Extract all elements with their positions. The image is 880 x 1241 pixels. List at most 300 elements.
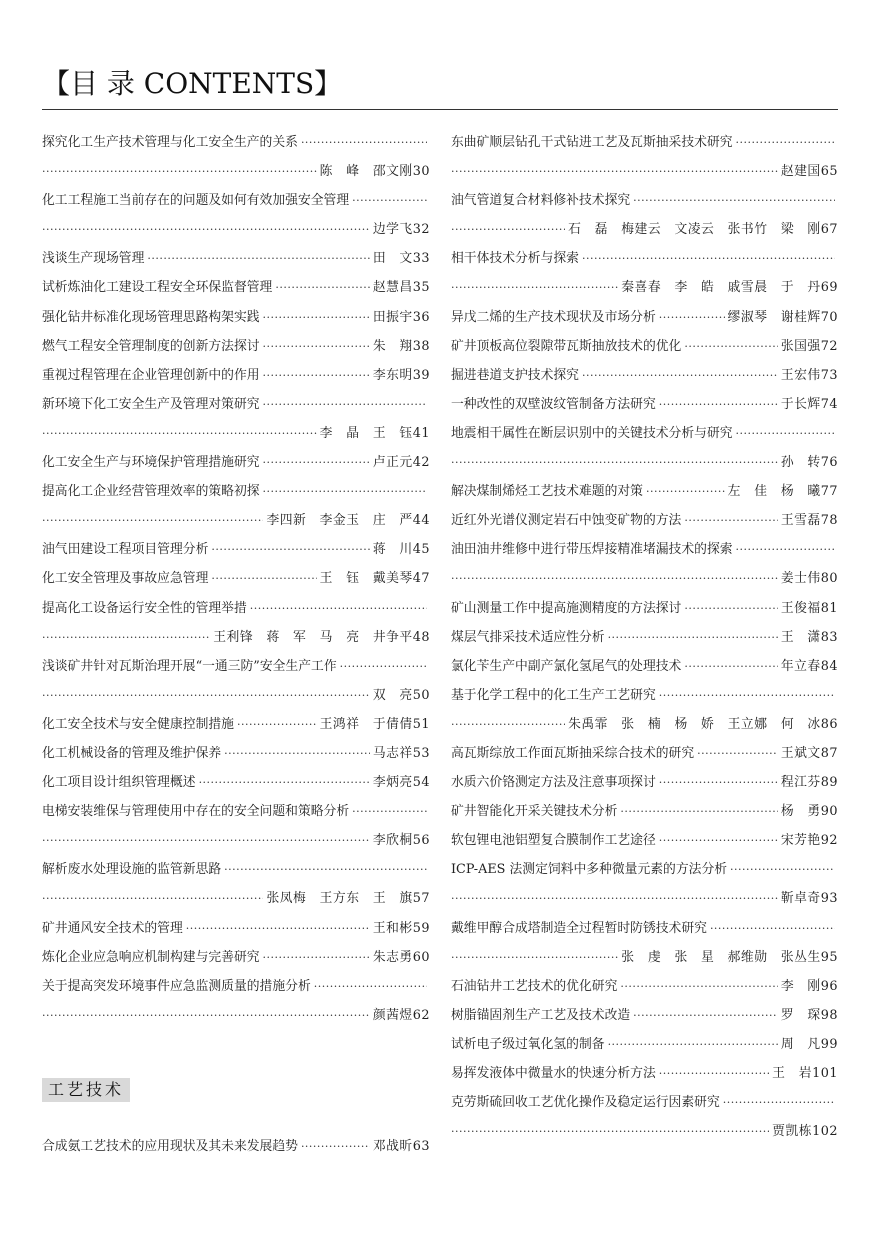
toc-entry[interactable]: [42, 535, 430, 564]
toc-entry-line: [451, 303, 838, 332]
toc-entry-page: 32: [412, 222, 430, 238]
toc-entry-page: 39: [412, 367, 430, 383]
toc-entry-author: 罗 琛: [780, 1007, 821, 1023]
toc-entry[interactable]: [451, 855, 838, 913]
toc-entry-line: [451, 710, 838, 739]
toc-entry-page: 38: [412, 338, 430, 354]
toc-entry-line: [42, 419, 430, 448]
dot-leader: [608, 1030, 778, 1059]
toc-entry[interactable]: [451, 739, 838, 768]
toc-entry-title: 新环境下化工安全生产及管理对策研究: [42, 396, 260, 412]
toc-entry-line: [451, 564, 838, 593]
toc-entry-line: [42, 564, 430, 593]
toc-entry-author: 田 文: [372, 251, 413, 267]
toc-entry-title: 探究化工生产技术管理与化工安全生产的关系: [42, 135, 298, 150]
toc-entry-line: [451, 972, 838, 1001]
toc-entry[interactable]: [42, 594, 430, 652]
toc-entry-line: [451, 594, 838, 623]
dot-leader: [684, 594, 777, 623]
toc-entry-page: 50: [412, 687, 430, 703]
toc-entry-line: [451, 186, 838, 215]
dot-leader: [736, 419, 835, 448]
toc-entry-line: [42, 884, 430, 913]
dot-leader: [42, 157, 317, 186]
toc-entry-title: 关于提高突发环境事件应急监测质量的措施分析: [42, 978, 311, 994]
toc-entry-author: 王 潇: [780, 629, 821, 645]
toc-entry[interactable]: [42, 797, 430, 855]
toc-entry-author: 宋芳艳: [780, 833, 821, 849]
toc-entry-page: 48: [412, 629, 430, 645]
toc-entry-author: 王雪磊: [780, 513, 821, 529]
toc-entry-line: [451, 332, 838, 361]
toc-entry-title: 石油钻井工艺技术的优化研究: [451, 978, 618, 994]
toc-entry-author: 田振宇: [372, 309, 413, 325]
toc-entry-title: 燃气工程安全管理制度的创新方法探讨: [42, 338, 260, 354]
toc-entry-author: 王俊福: [780, 600, 821, 616]
toc-entry-author: 王鸿祥 于倩倩: [319, 716, 413, 732]
toc-entry-title: 东曲矿顺层钻孔干式钻进工艺及瓦斯抽采技术研究: [451, 135, 733, 150]
dot-leader: [730, 855, 835, 884]
toc-entry[interactable]: [42, 390, 430, 448]
toc-entry[interactable]: [42, 943, 430, 972]
toc-entry-line: [42, 303, 430, 332]
toc-entry-page: 73: [820, 367, 838, 383]
toc-entry-author: 秦喜春 李 皓 戚雪晨 于 丹: [621, 280, 821, 296]
dot-leader: [710, 914, 835, 943]
toc-entry-page: 80: [820, 571, 838, 587]
toc-entry[interactable]: [42, 361, 430, 390]
toc-entry-page: 53: [412, 745, 430, 761]
toc-entry-page: 89: [820, 775, 838, 791]
toc-entry-page: 57: [412, 891, 430, 907]
toc-entry-line: [42, 448, 430, 477]
toc-entry-line: [451, 1001, 838, 1030]
toc-entry-title: 试析电子级过氧化氢的制备: [451, 1036, 605, 1052]
toc-entry-author: 贾凯栋: [772, 1124, 813, 1140]
toc-entry[interactable]: [42, 244, 430, 273]
toc-entry-line: [451, 244, 838, 273]
toc-entry-line: [42, 332, 430, 361]
toc-entry-title: 地震相干属性在断层识别中的关键技术分析与研究: [451, 425, 733, 441]
toc-entry-author: 李 晶 王 钰: [319, 425, 413, 441]
toc-entry-title: 化工安全管理及事故应急管理: [42, 571, 209, 587]
toc-entry[interactable]: [42, 972, 430, 1030]
toc-entry-line: [451, 419, 838, 448]
toc-entry-author: 靳卓奇: [780, 891, 821, 907]
toc-entry[interactable]: [451, 1059, 838, 1088]
toc-entry-line: [42, 273, 430, 302]
toc-entry-title: 矿井顶板高位裂隙带瓦斯抽放技术的优化: [451, 338, 682, 354]
toc-entry-line: [42, 390, 430, 419]
toc-entry[interactable]: [451, 681, 838, 739]
dot-leader: [42, 419, 317, 448]
dot-leader: [659, 768, 778, 797]
toc-entry-title: 煤层气排采技术适应性分析: [451, 629, 605, 645]
dot-leader: [263, 390, 427, 419]
toc-entry-title: 强化钻井标准化现场管理思路构架实践: [42, 309, 260, 325]
toc-entry-author: 陈 峰 邵文刚: [319, 164, 413, 180]
toc-entry-page: 74: [820, 396, 838, 412]
toc-entry-line: [42, 361, 430, 390]
toc-entry[interactable]: [451, 972, 838, 1001]
toc-entry-title: 易挥发液体中微量水的快速分析方法: [451, 1066, 656, 1081]
toc-entry[interactable]: [451, 128, 838, 186]
dot-leader: [723, 1088, 835, 1117]
toc-entry[interactable]: [42, 332, 430, 361]
toc-entry-title: 掘进巷道支护技术探究: [451, 367, 579, 383]
toc-entry-author: 姜士伟: [780, 571, 821, 587]
toc-entry-author: 于长辉: [780, 396, 821, 412]
toc-entry-line: [451, 128, 838, 157]
toc-entry-page: 70: [820, 309, 838, 325]
toc-entry-page: 65: [820, 164, 838, 180]
toc-entry-page: 93: [820, 891, 838, 907]
toc-entry-author: 邓战昕: [372, 1139, 413, 1154]
toc-entry[interactable]: [42, 710, 430, 739]
toc-entry[interactable]: [42, 914, 430, 943]
toc-entry-page: 99: [820, 1036, 838, 1052]
toc-entry-author: 缪淑琴 谢桂辉: [727, 309, 821, 325]
toc-entry[interactable]: [42, 855, 430, 913]
dot-leader: [263, 477, 427, 506]
dot-leader: [659, 826, 778, 855]
toc-entry-page: 77: [820, 484, 838, 500]
dot-leader: [451, 215, 565, 244]
toc-entry-title: 水质六价铬测定方法及注意事项探讨: [451, 775, 656, 791]
toc-entry-author: 程江芬: [780, 775, 821, 791]
toc-entry-page: 36: [412, 309, 430, 325]
toc-entry-title: 化工机械设备的管理及维护保养: [42, 745, 222, 761]
dot-leader: [736, 128, 835, 157]
toc-entry-title: 基于化学工程中的化工生产工艺研究: [451, 687, 656, 703]
toc-entry-page: 67: [820, 222, 838, 238]
toc-entry-line: [451, 1059, 838, 1088]
toc-entry-page: 92: [820, 833, 838, 849]
toc-entry-page: 72: [820, 338, 838, 354]
toc-entry[interactable]: [451, 361, 838, 390]
toc-entry-title: 异戊二烯的生产技术现状及市场分析: [451, 309, 656, 325]
dot-leader: [42, 623, 210, 652]
toc-entry-author: 双 亮: [372, 687, 413, 703]
dot-leader: [263, 448, 370, 477]
toc-entry-line: [42, 594, 430, 623]
toc-entry-title: 化工工程施工当前存在的问题及如何有效加强安全管理: [42, 193, 350, 209]
toc-entry-page: 45: [412, 542, 430, 558]
toc-entry[interactable]: [42, 1132, 430, 1161]
toc-entry-title: 矿井通风安全技术的管理: [42, 920, 183, 936]
dot-leader: [608, 623, 778, 652]
toc-entry-author: 卢正元: [372, 455, 413, 471]
toc-entry-line: [42, 739, 430, 768]
toc-entry-author: 王利锋 蒋 军 马 亮 井争平: [213, 629, 413, 645]
dot-leader: [340, 652, 427, 681]
toc-entry-page: 84: [820, 658, 838, 674]
dot-leader: [451, 710, 565, 739]
dot-leader: [352, 186, 427, 215]
dot-leader: [659, 1059, 769, 1088]
toc-entry-page: 63: [412, 1139, 430, 1154]
toc-entry-line: [42, 652, 430, 681]
toc-entry-title: ICP-AES 法测定饲料中多种微量元素的方法分析: [451, 862, 728, 878]
toc-entry-title: 解析废水处理设施的监管新思路: [42, 862, 222, 878]
toc-entry-page: 44: [412, 513, 430, 529]
toc-entry-line: [451, 477, 838, 506]
toc-entry-line: [42, 1001, 430, 1030]
toc-entry[interactable]: [451, 1088, 838, 1146]
dot-leader: [314, 972, 427, 1001]
toc-entry[interactable]: [451, 594, 838, 623]
toc-entry-line: [451, 506, 838, 535]
dot-leader: [263, 361, 370, 390]
toc-entry-line: [42, 215, 430, 244]
toc-entry[interactable]: [451, 652, 838, 681]
toc-entry-page: 76: [820, 455, 838, 471]
toc-entry-line: [42, 506, 430, 535]
toc-entry-title: 克劳斯硫回收工艺优化操作及稳定运行因素研究: [451, 1095, 720, 1111]
toc-entry-author: 杨 勇: [780, 804, 821, 820]
toc-entry-author: 朱志勇: [372, 949, 413, 965]
toc-entry-author: 周 凡: [780, 1036, 821, 1052]
dot-leader: [451, 448, 778, 477]
dot-leader: [352, 797, 427, 826]
toc-entry[interactable]: [451, 186, 838, 244]
toc-entry[interactable]: [451, 826, 838, 855]
dot-leader: [451, 273, 618, 302]
toc-entry-author: 马志祥: [372, 745, 413, 761]
toc-entry-author: 王 钰 戴美琴: [319, 571, 413, 587]
toc-entry-line: [451, 739, 838, 768]
toc-entry-page: 60: [412, 949, 430, 965]
toc-entry[interactable]: [451, 332, 838, 361]
toc-entry-title: 炼化企业应急响应机制构建与完善研究: [42, 949, 260, 965]
toc-entry-author: 左 佳 杨 曦: [727, 484, 821, 500]
dot-leader: [582, 244, 835, 273]
toc-entry[interactable]: [451, 477, 838, 506]
toc-entry-line: [451, 273, 838, 302]
dot-leader: [582, 361, 778, 390]
dot-leader: [659, 681, 835, 710]
toc-entry-page: 56: [412, 833, 430, 849]
toc-entry-title: 高瓦斯综放工作面瓦斯抽采综合技术的研究: [451, 745, 695, 761]
toc-entry-title: 化工安全生产与环境保护管理措施研究: [42, 455, 260, 471]
toc-entry-page: 35: [412, 280, 430, 296]
toc-entry-line: [451, 535, 838, 564]
dot-leader: [697, 739, 778, 768]
toc-entry-title: 一种改性的双壁波纹管制备方法研究: [451, 396, 656, 412]
header-divider: [42, 109, 838, 110]
toc-entry-author: 张 虔 张 星 郝维勋 张丛生: [621, 949, 821, 965]
toc-entry-page: 54: [412, 775, 430, 791]
dot-leader: [186, 914, 370, 943]
toc-entry-title: 重视过程管理在企业管理创新中的作用: [42, 367, 260, 383]
section-entries: [42, 1132, 430, 1161]
toc-entry[interactable]: [451, 535, 838, 593]
toc-entry[interactable]: [42, 448, 430, 477]
dot-leader: [224, 855, 427, 884]
dot-leader: [646, 477, 725, 506]
toc-entry-title: 电梯安装维保与管理使用中存在的安全问题和策略分析: [42, 804, 350, 820]
dot-leader: [451, 943, 618, 972]
toc-entry-title: 浅谈矿井针对瓦斯治理开展“一通三防”安全生产工作: [42, 658, 337, 674]
toc-entry-title: 相干体技术分析与探索: [451, 251, 579, 267]
toc-entry-line: [451, 361, 838, 390]
toc-entry[interactable]: [451, 244, 838, 302]
toc-entry-page: 69: [820, 280, 838, 296]
toc-entry-page: 47: [412, 571, 430, 587]
dot-leader: [633, 1001, 778, 1030]
toc-entry-line: [451, 157, 838, 186]
dot-leader: [147, 244, 369, 273]
toc-entry-page: 51: [412, 716, 430, 732]
toc-entry-line: [451, 826, 838, 855]
toc-entry-line: [42, 826, 430, 855]
toc-entry-line: [451, 943, 838, 972]
toc-entry-page: 96: [820, 978, 838, 994]
toc-entry-line: [42, 157, 430, 186]
dot-leader: [211, 535, 369, 564]
toc-entry-title: 试析炼油化工建设工程安全环保监督管理: [42, 280, 273, 296]
toc-entry-title: 油气田建设工程项目管理分析: [42, 542, 209, 558]
toc-entry-page: 95: [820, 949, 838, 965]
dot-leader: [659, 303, 725, 332]
dot-leader: [301, 128, 427, 157]
dot-leader: [263, 303, 370, 332]
toc-entry-title: 提高化工设备运行安全性的管理举措: [42, 600, 247, 616]
toc-entry[interactable]: [451, 506, 838, 535]
toc-entry[interactable]: [42, 739, 430, 768]
toc-entry-title: 矿山测量工作中提高施测精度的方法探讨: [451, 600, 682, 616]
dot-leader: [250, 594, 427, 623]
toc-entry-line: [451, 448, 838, 477]
toc-entry-page: 90: [820, 804, 838, 820]
toc-entry-line: [42, 477, 430, 506]
toc-entry-title: 树脂锚固剂生产工艺及技术改造: [451, 1007, 631, 1023]
toc-entry-title: 化工项目设计组织管理概述: [42, 775, 196, 791]
toc-entry-author: 赵建国: [780, 164, 821, 180]
dot-leader: [42, 681, 370, 710]
toc-entry-title: 油气管道复合材料修补技术探究: [451, 193, 631, 209]
toc-entry-title: 化工安全技术与安全健康控制措施: [42, 716, 234, 732]
toc-entry[interactable]: [42, 273, 430, 302]
toc-entry-author: 年立春: [780, 658, 821, 674]
section-heading: 工艺技术: [42, 1078, 130, 1102]
toc-entry-page: 59: [412, 920, 430, 936]
dot-leader: [620, 797, 777, 826]
dot-leader: [684, 506, 777, 535]
toc-entry-page: 62: [412, 1007, 430, 1023]
toc-right-column: [451, 128, 838, 1146]
dot-leader: [263, 332, 370, 361]
toc-entry-author: 石 磊 梅建云 文凌云 张书竹 梁 刚: [568, 222, 821, 238]
toc-entry[interactable]: [451, 419, 838, 477]
toc-entry[interactable]: [451, 1030, 838, 1059]
toc-entry[interactable]: [451, 797, 838, 826]
toc-entry-page: 83: [820, 629, 838, 645]
toc-entry-author: 朱禹霏 张 楠 杨 娇 王立娜 何 冰: [568, 716, 821, 732]
toc-entry-line: [451, 215, 838, 244]
dot-leader: [263, 943, 370, 972]
toc-entry-author: 张国强: [780, 338, 821, 354]
toc-header: [42, 66, 838, 110]
toc-entry-line: [42, 535, 430, 564]
toc-entry-line: [42, 797, 430, 826]
toc-entry[interactable]: [42, 768, 430, 797]
toc-entry[interactable]: [451, 623, 838, 652]
toc-entry-author: 李东明: [372, 367, 413, 383]
toc-entry-line: [42, 914, 430, 943]
dot-leader: [659, 390, 778, 419]
toc-left-column: [42, 128, 430, 1030]
toc-entry[interactable]: [42, 303, 430, 332]
toc-entry-title: 油田油井维修中进行带压焊接精准堵漏技术的探索: [451, 542, 733, 558]
toc-entry[interactable]: [42, 564, 430, 593]
toc-entry-line: [42, 244, 430, 273]
toc-entry[interactable]: [451, 768, 838, 797]
dot-leader: [684, 652, 777, 681]
dot-leader: [42, 506, 263, 535]
toc-entry[interactable]: [451, 390, 838, 419]
toc-entry-line: [451, 797, 838, 826]
toc-entry-line: [451, 884, 838, 913]
toc-entry-line: [451, 681, 838, 710]
dot-leader: [633, 186, 835, 215]
dot-leader: [211, 564, 316, 593]
dot-leader: [301, 1132, 370, 1161]
toc-entry-author: 王斌文: [780, 745, 821, 761]
toc-entry-author: 王 岩: [772, 1066, 813, 1081]
toc-entry-page: 86: [820, 716, 838, 732]
toc-entry-line: [42, 768, 430, 797]
toc-entry-author: 王宏伟: [780, 367, 821, 383]
toc-entry-page: 101: [812, 1066, 838, 1081]
toc-entry[interactable]: [42, 128, 430, 186]
dot-leader: [42, 1001, 370, 1030]
toc-entry-author: 蒋 川: [372, 542, 413, 558]
toc-entry-line: [42, 972, 430, 1001]
toc-entry-title: 提高化工企业经营管理效率的策略初探: [42, 484, 260, 500]
dot-leader: [451, 884, 778, 913]
toc-entry-page: 78: [820, 513, 838, 529]
toc-entry[interactable]: [451, 1001, 838, 1030]
toc-entry[interactable]: [42, 477, 430, 535]
toc-entry-title: 矿井智能化开采关键技术分析: [451, 804, 618, 820]
toc-entry[interactable]: [42, 186, 430, 244]
toc-entry-line: [42, 681, 430, 710]
toc-entry-line: [42, 128, 430, 157]
dot-leader: [275, 273, 369, 302]
dot-leader: [684, 332, 777, 361]
toc-entry-line: [451, 652, 838, 681]
toc-entry-page: 102: [812, 1124, 838, 1140]
toc-entry-page: 98: [820, 1007, 838, 1023]
toc-entry[interactable]: [451, 303, 838, 332]
toc-entry[interactable]: [451, 914, 838, 972]
toc-entry-line: [451, 1088, 838, 1117]
toc-entry-author: 李欣桐: [372, 833, 413, 849]
dot-leader: [42, 826, 370, 855]
dot-leader: [451, 564, 778, 593]
dot-leader: [42, 215, 370, 244]
toc-entry-page: 42: [412, 455, 430, 471]
toc-entry-page: 81: [820, 600, 838, 616]
toc-entry-page: 41: [412, 425, 430, 441]
dot-leader: [42, 884, 263, 913]
toc-entry[interactable]: [42, 652, 430, 710]
dot-leader: [237, 710, 317, 739]
toc-entry-author: 李 刚: [780, 978, 821, 994]
toc-entry-title: 软包锂电池铝塑复合膜制作工艺途径: [451, 833, 656, 849]
toc-entry-author: 李炳亮: [372, 775, 413, 791]
